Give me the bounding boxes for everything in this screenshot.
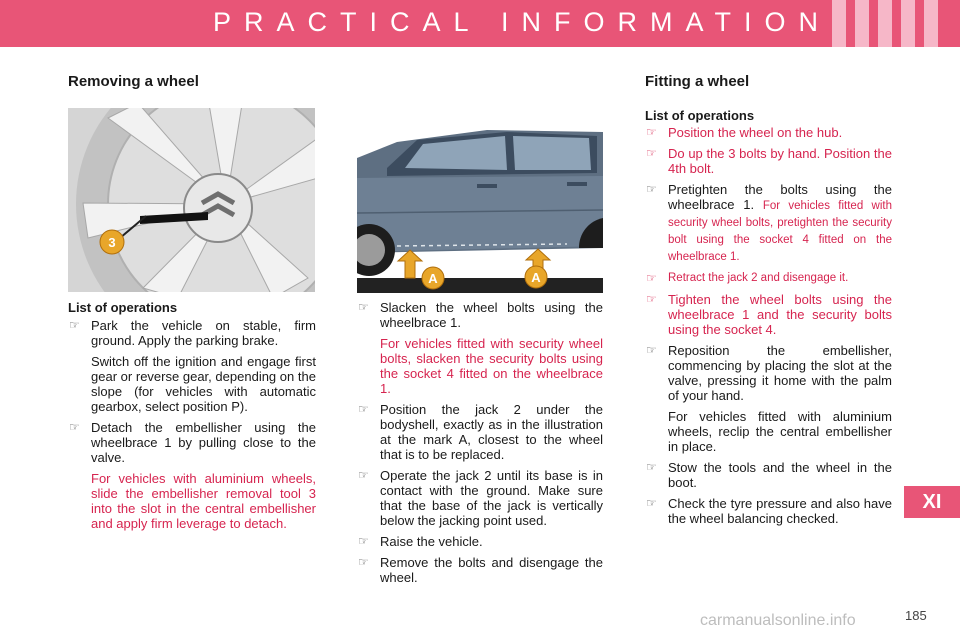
- pointing-finger-icon: ☞: [69, 420, 80, 434]
- wheel-embellisher-illustration: [68, 108, 315, 292]
- fitting-wheel-heading: Fitting a wheel: [645, 73, 750, 90]
- header-stripes: [832, 0, 938, 47]
- pointing-finger-icon: ☞: [646, 343, 657, 357]
- list-item: ☞ Tighten the wheel bolts using the wheelbrace 1 and the security bolts using the socket 4.: [646, 292, 892, 337]
- watermark: carmanualsonline.info: [700, 612, 856, 629]
- chapter-tab: XI: [904, 486, 960, 518]
- list-item: ☞ Check the tyre pressure and also have the wheel balancing checked.: [646, 496, 892, 526]
- pointing-finger-icon: ☞: [646, 496, 657, 510]
- list-item: ☞ Raise the vehicle.: [358, 534, 483, 549]
- pointing-finger-icon: ☞: [646, 292, 657, 306]
- callout-a-rear: A: [531, 270, 541, 285]
- list-item-note: For vehicles fitted with aluminium wheels, reclip the central embellisher in place.: [668, 409, 892, 454]
- pointing-finger-icon: ☞: [646, 125, 657, 139]
- list-item: ☞ Position the jack 2 under the bodyshell, exactly as in the illustration at the mark A, closest to the wheel that is to be replaced.: [358, 402, 603, 462]
- list-item: ☞ Retract the jack 2 and disengage it.: [646, 271, 849, 285]
- pointing-finger-icon: ☞: [646, 271, 657, 285]
- list-item: ☞ Reposition the embellisher, commencing by placing the slot at the valve, pressing it home with the palm of your hand.: [646, 343, 892, 403]
- pointing-finger-icon: ☞: [646, 182, 657, 196]
- list-item-note: Switch off the ignition and engage first gear or reverse gear, depending on the slope (for vehicles with automatic gearbox, select position P).: [91, 354, 316, 414]
- right-operations: [645, 125, 892, 532]
- pointing-finger-icon: ☞: [646, 460, 657, 474]
- callout-3: 3: [108, 235, 116, 250]
- list-item-note: For vehicles with aluminium wheels, slide the embellisher removal tool 3 into the slot in the central embellisher and apply firm leverage to detach.: [91, 471, 316, 531]
- list-item: ☞ Slacken the wheel bolts using the wheelbrace 1.: [358, 300, 603, 330]
- page-number: 185: [905, 608, 927, 623]
- list-item: ☞ Park the vehicle on stable, firm ground. Apply the parking brake.: [69, 318, 316, 348]
- right-list-title: List of operations: [645, 108, 755, 123]
- page-title: PRACTICAL INFORMATION: [213, 7, 832, 37]
- page-header: [0, 0, 960, 47]
- pointing-finger-icon: ☞: [358, 555, 369, 569]
- pointing-finger-icon: ☞: [358, 402, 369, 416]
- list-item: ☞ Position the wheel on the hub.: [646, 125, 843, 140]
- pointing-finger-icon: ☞: [358, 534, 369, 548]
- list-item-note: For vehicles fitted with security wheel bolts, slacken the security bolts using the socket 4 fitted on the wheelbrace 1.: [380, 336, 603, 396]
- list-item: ☞ Do up the 3 bolts by hand. Position the 4th bolt.: [646, 146, 892, 176]
- list-item: ☞ Stow the tools and the wheel in the boot.: [646, 460, 892, 490]
- list-item: ☞ Remove the bolts and disengage the wheel.: [358, 555, 603, 585]
- removing-wheel-heading: Removing a wheel: [68, 73, 199, 90]
- left-operations: [68, 318, 316, 537]
- pointing-finger-icon: ☞: [358, 300, 369, 314]
- left-list-title: List of operations: [68, 300, 178, 315]
- middle-operations: [357, 300, 603, 591]
- pointing-finger-icon: ☞: [646, 146, 657, 160]
- pointing-finger-icon: ☞: [358, 468, 369, 482]
- callout-a-front: A: [428, 271, 438, 286]
- pointing-finger-icon: ☞: [69, 318, 80, 332]
- car-jacking-points-illustration: [357, 128, 603, 293]
- list-item: ☞ Detach the embellisher using the wheelbrace 1 by pulling close to the valve.: [69, 420, 316, 465]
- list-item: ☞ Operate the jack 2 until its base is in contact with the ground. Make sure that the base of the jack is vertically below the jacking point used.: [358, 468, 603, 528]
- list-item: ☞ Pretighten the bolts using the wheelbrace 1. For vehicles fitted with security wheel bolts, pretighten the security bolt using the socket 4 fitted on the wheelbrace 1.: [646, 182, 892, 263]
